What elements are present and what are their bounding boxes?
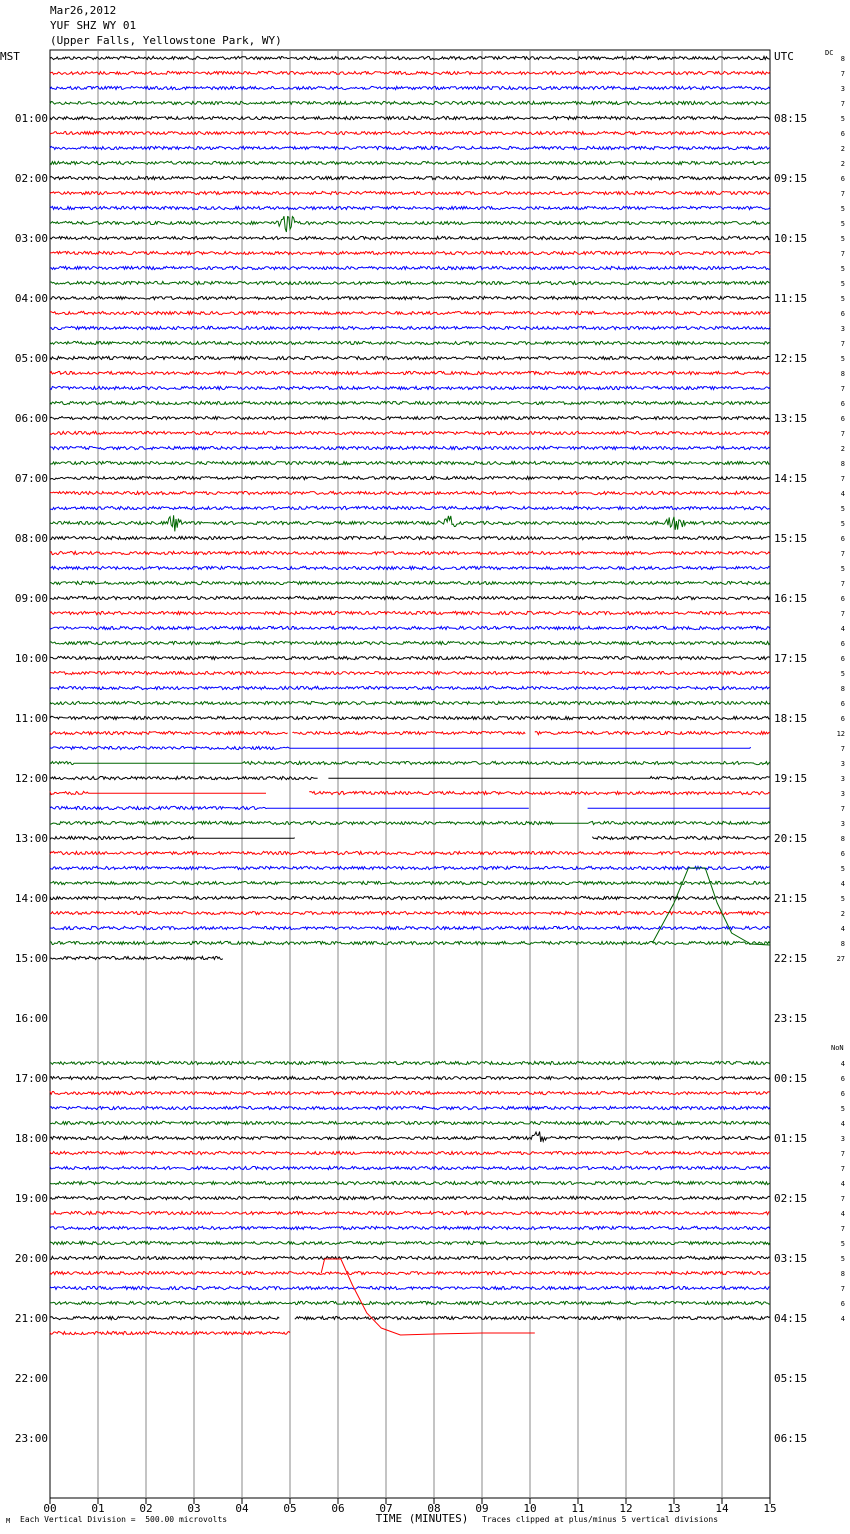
trace-value: 6 xyxy=(840,850,845,858)
dc-label: DC xyxy=(825,49,834,57)
trace-line xyxy=(50,461,770,464)
trace-line xyxy=(50,416,770,419)
trace-line xyxy=(50,671,770,674)
hour-label-utc: 18:15 xyxy=(774,712,808,725)
trace-line xyxy=(50,836,295,839)
trace-line xyxy=(50,716,770,719)
trace-line xyxy=(295,1316,770,1319)
hour-label-mst: 22:00 xyxy=(14,1372,48,1385)
hour-label-mst: 03:00 xyxy=(14,232,48,245)
hour-label-utc: 11:15 xyxy=(774,292,808,305)
trace-line xyxy=(50,216,770,232)
trace-line xyxy=(50,341,770,344)
trace-line xyxy=(50,1241,770,1244)
trace-value: 7 xyxy=(840,100,845,108)
hour-label-mst: 23:00 xyxy=(14,1432,48,1445)
trace-value: 6 xyxy=(840,1075,845,1083)
hour-label-utc: 08:15 xyxy=(774,112,808,125)
hour-label-utc: 21:15 xyxy=(774,892,808,905)
trace-line xyxy=(50,596,770,599)
trace-line xyxy=(50,1331,290,1334)
trace-line xyxy=(50,266,770,269)
trace-line xyxy=(50,1166,770,1169)
x-tick-label: 03 xyxy=(187,1502,201,1515)
hour-label-mst: 14:00 xyxy=(14,892,48,905)
trace-line xyxy=(50,1061,770,1064)
trace-line xyxy=(50,806,529,809)
trace-line xyxy=(50,71,770,74)
hour-label-utc: 04:15 xyxy=(774,1312,808,1325)
trace-line xyxy=(50,866,770,869)
hour-label-utc: 15:15 xyxy=(774,532,808,545)
hour-label-mst: 15:00 xyxy=(14,952,48,965)
trace-value: 5 xyxy=(840,865,845,873)
trace-value: 5 xyxy=(840,280,845,288)
trace-line xyxy=(309,791,770,794)
x-tick-label: 08 xyxy=(427,1502,441,1515)
trace-line xyxy=(50,191,770,194)
trace-line xyxy=(50,1211,770,1214)
hour-label-utc: 01:15 xyxy=(774,1132,808,1145)
trace-line xyxy=(50,146,770,149)
x-tick-label: 01 xyxy=(91,1502,105,1515)
trace-value: 7 xyxy=(840,70,845,78)
x-tick-label: 15 xyxy=(763,1502,777,1515)
hour-label-utc: 10:15 xyxy=(774,232,808,245)
x-tick-label: 02 xyxy=(139,1502,153,1515)
hour-label-mst: 11:00 xyxy=(14,712,48,725)
x-tick-label: 10 xyxy=(523,1502,537,1515)
trace-value: 6 xyxy=(840,310,845,318)
trace-value: 6 xyxy=(840,400,845,408)
hour-label-utc: 16:15 xyxy=(774,592,808,605)
trace-value: 6 xyxy=(840,1300,845,1308)
hour-label-utc: 00:15 xyxy=(774,1072,808,1085)
chart-location: (Upper Falls, Yellowstone Park, WY) xyxy=(50,34,282,47)
trace-line xyxy=(50,956,223,959)
trace-value: 8 xyxy=(840,370,845,378)
trace-value: 7 xyxy=(840,475,845,483)
x-tick-label: 05 xyxy=(283,1502,297,1515)
trace-value: 4 xyxy=(840,490,845,498)
trace-line xyxy=(328,777,770,780)
trace-value: 7 xyxy=(840,1195,845,1203)
trace-line xyxy=(50,386,770,389)
hour-label-utc: 14:15 xyxy=(774,472,808,485)
trace-line xyxy=(50,821,770,824)
trace-value: 7 xyxy=(840,340,845,348)
trace-value: 7 xyxy=(840,190,845,198)
hour-label-mst: 09:00 xyxy=(14,592,48,605)
plot-frame xyxy=(50,50,770,1498)
x-tick-label: 09 xyxy=(475,1502,489,1515)
trace-curve xyxy=(652,868,770,945)
x-tick-label: 04 xyxy=(235,1502,249,1515)
hour-label-mst: MST xyxy=(0,50,20,63)
x-tick-label: 11 xyxy=(571,1502,585,1515)
trace-line xyxy=(50,641,770,644)
trace-line xyxy=(50,491,770,494)
trace-line xyxy=(50,941,770,944)
x-tick-label: 00 xyxy=(43,1502,57,1515)
trace-line xyxy=(50,206,770,209)
hour-label-mst: 01:00 xyxy=(14,112,48,125)
trace-value: 6 xyxy=(840,535,845,543)
trace-value: 8 xyxy=(840,685,845,693)
trace-line xyxy=(50,1181,770,1184)
trace-line xyxy=(50,1091,770,1094)
trace-line xyxy=(50,1106,770,1109)
trace-value: 4 xyxy=(840,1315,845,1323)
hour-label-mst: 17:00 xyxy=(14,1072,48,1085)
trace-line xyxy=(592,836,770,839)
hour-label-utc: 05:15 xyxy=(774,1372,808,1385)
non-label: NoN xyxy=(831,1044,844,1052)
trace-value: 5 xyxy=(840,1240,845,1248)
hour-label-mst: 16:00 xyxy=(14,1012,48,1025)
trace-curve xyxy=(340,1258,534,1335)
trace-value: 3 xyxy=(840,1135,845,1143)
trace-line xyxy=(50,761,770,764)
trace-value: 4 xyxy=(840,1120,845,1128)
trace-value: 3 xyxy=(840,325,845,333)
trace-line xyxy=(50,536,770,539)
hour-label-utc: 02:15 xyxy=(774,1192,808,1205)
trace-value: 2 xyxy=(840,160,845,168)
trace-value: 3 xyxy=(840,820,845,828)
x-axis-label: TIME (MINUTES) xyxy=(375,1512,469,1525)
chart-station: YUF SHZ WY 01 xyxy=(50,19,137,32)
hour-label-mst: 04:00 xyxy=(14,292,48,305)
trace-line xyxy=(50,161,770,164)
trace-value: 7 xyxy=(840,550,845,558)
trace-line xyxy=(50,851,770,854)
x-tick-label: 14 xyxy=(715,1502,729,1515)
trace-value: 5 xyxy=(840,895,845,903)
trace-line xyxy=(588,808,770,809)
trace-value: 8 xyxy=(840,55,845,63)
trace-value: 5 xyxy=(840,355,845,363)
trace-value: 5 xyxy=(840,220,845,228)
trace-line xyxy=(50,1121,770,1124)
trace-value: 6 xyxy=(840,700,845,708)
trace-line xyxy=(50,326,770,329)
chart-date: Mar26,2012 xyxy=(50,4,117,17)
trace-value: 3 xyxy=(840,790,845,798)
trace-value: 6 xyxy=(840,715,845,723)
trace-line xyxy=(50,296,770,299)
bottom-left-note: Each Vertical Division = 500.00 microvolts xyxy=(20,1515,228,1524)
hour-label-mst: 10:00 xyxy=(14,652,48,665)
trace-line xyxy=(50,1256,770,1259)
trace-value: 2 xyxy=(840,145,845,153)
trace-value: 6 xyxy=(840,415,845,423)
trace-value: 2 xyxy=(840,910,845,918)
hour-label-mst: 08:00 xyxy=(14,532,48,545)
hour-label-utc: 20:15 xyxy=(774,832,808,845)
trace-value: 4 xyxy=(840,1210,845,1218)
bottom-right-note: Traces clipped at plus/minus 5 vertical divisions xyxy=(482,1515,719,1524)
trace-value: 6 xyxy=(840,640,845,648)
hour-label-mst: 07:00 xyxy=(14,472,48,485)
trace-line xyxy=(50,476,770,479)
trace-line xyxy=(50,581,770,584)
trace-value: 4 xyxy=(840,925,845,933)
trace-value: 8 xyxy=(840,835,845,843)
hour-label-mst: 13:00 xyxy=(14,832,48,845)
hour-label-mst: 19:00 xyxy=(14,1192,48,1205)
hour-label-mst: 21:00 xyxy=(14,1312,48,1325)
trace-value: 5 xyxy=(840,115,845,123)
trace-line xyxy=(50,611,770,614)
hour-label-utc: 06:15 xyxy=(774,1432,808,1445)
trace-value: 27 xyxy=(836,955,845,963)
trace-line xyxy=(50,896,770,899)
trace-value: 7 xyxy=(840,385,845,393)
hour-label-mst: 18:00 xyxy=(14,1132,48,1145)
trace-value: 7 xyxy=(840,1165,845,1173)
trace-value: 7 xyxy=(840,745,845,753)
trace-value: 5 xyxy=(840,295,845,303)
trace-value: 8 xyxy=(840,460,845,468)
trace-value: 7 xyxy=(840,805,845,813)
hour-label-mst: 20:00 xyxy=(14,1252,48,1265)
trace-line xyxy=(50,731,288,734)
trace-value: 6 xyxy=(840,595,845,603)
trace-value: 3 xyxy=(840,85,845,93)
hour-label-utc: 17:15 xyxy=(774,652,808,665)
trace-value: 4 xyxy=(840,1060,845,1068)
trace-line xyxy=(50,281,770,284)
trace-line xyxy=(50,515,770,531)
hour-label-utc: 19:15 xyxy=(774,772,808,785)
trace-line xyxy=(50,1196,770,1199)
trace-line xyxy=(50,926,770,929)
trace-line xyxy=(50,371,770,374)
hour-label-mst: 06:00 xyxy=(14,412,48,425)
trace-line xyxy=(50,101,770,104)
trace-line xyxy=(50,776,318,779)
trace-line xyxy=(50,551,770,554)
trace-value: 5 xyxy=(840,670,845,678)
trace-value: 5 xyxy=(840,265,845,273)
hour-label-utc: 13:15 xyxy=(774,412,808,425)
trace-line xyxy=(535,731,770,734)
trace-value: 5 xyxy=(840,1255,845,1263)
hour-label-mst: 05:00 xyxy=(14,352,48,365)
trace-line xyxy=(50,506,770,509)
corner-mark: M xyxy=(6,1517,11,1525)
trace-line xyxy=(50,431,770,434)
trace-line xyxy=(50,446,770,449)
trace-value: 5 xyxy=(840,205,845,213)
trace-value: 4 xyxy=(840,1180,845,1188)
trace-line xyxy=(50,311,770,314)
trace-line xyxy=(50,626,770,629)
x-tick-label: 06 xyxy=(331,1502,345,1515)
hour-label-utc: 23:15 xyxy=(774,1012,808,1025)
trace-line xyxy=(50,791,266,794)
trace-line xyxy=(50,881,770,884)
trace-value: 7 xyxy=(840,1285,845,1293)
trace-value: 5 xyxy=(840,565,845,573)
hour-label-utc: 03:15 xyxy=(774,1252,808,1265)
trace-line xyxy=(50,1286,770,1289)
trace-value: 4 xyxy=(840,880,845,888)
trace-value: 3 xyxy=(840,775,845,783)
trace-line xyxy=(50,1301,770,1304)
trace-value: 7 xyxy=(840,430,845,438)
trace-line xyxy=(50,911,770,914)
trace-value: 5 xyxy=(840,1105,845,1113)
trace-value: 8 xyxy=(840,940,845,948)
trace-line xyxy=(50,1076,770,1079)
hour-label-utc: UTC xyxy=(774,50,794,63)
hour-label-utc: 12:15 xyxy=(774,352,808,365)
trace-value: 3 xyxy=(840,760,845,768)
hour-label-utc: 09:15 xyxy=(774,172,808,185)
x-tick-label: 07 xyxy=(379,1502,393,1515)
trace-value: 7 xyxy=(840,610,845,618)
trace-value: 7 xyxy=(840,580,845,588)
trace-line xyxy=(50,1151,770,1154)
trace-line xyxy=(50,686,770,689)
trace-value: 7 xyxy=(840,1150,845,1158)
trace-value: 6 xyxy=(840,175,845,183)
trace-line xyxy=(50,1316,279,1319)
x-tick-label: 13 xyxy=(667,1502,681,1515)
trace-line xyxy=(50,1271,770,1274)
trace-value: 6 xyxy=(840,130,845,138)
trace-line xyxy=(50,356,770,359)
trace-line xyxy=(50,1132,770,1142)
trace-line xyxy=(50,86,770,89)
trace-line xyxy=(292,731,525,734)
trace-line xyxy=(50,401,770,404)
trace-value: 5 xyxy=(840,235,845,243)
trace-line xyxy=(50,746,751,749)
x-tick-label: 12 xyxy=(619,1502,633,1515)
trace-value: 7 xyxy=(840,250,845,258)
hour-label-utc: 22:15 xyxy=(774,952,808,965)
trace-line xyxy=(50,131,770,134)
trace-value: 4 xyxy=(840,625,845,633)
trace-line xyxy=(50,116,770,119)
trace-value: 7 xyxy=(840,1225,845,1233)
trace-line xyxy=(50,656,770,659)
trace-line xyxy=(50,566,770,569)
hour-label-mst: 12:00 xyxy=(14,772,48,785)
trace-value: 12 xyxy=(836,730,845,738)
trace-value: 6 xyxy=(840,1090,845,1098)
trace-value: 8 xyxy=(840,1270,845,1278)
trace-value: 2 xyxy=(840,445,845,453)
trace-value: 5 xyxy=(840,520,845,528)
hour-label-mst: 02:00 xyxy=(14,172,48,185)
trace-line xyxy=(50,1226,770,1229)
trace-line xyxy=(50,701,770,704)
trace-line xyxy=(50,236,770,239)
trace-line xyxy=(50,176,770,179)
trace-line xyxy=(50,56,770,59)
trace-value: 6 xyxy=(840,655,845,663)
trace-line xyxy=(50,251,770,254)
trace-value: 5 xyxy=(840,505,845,513)
